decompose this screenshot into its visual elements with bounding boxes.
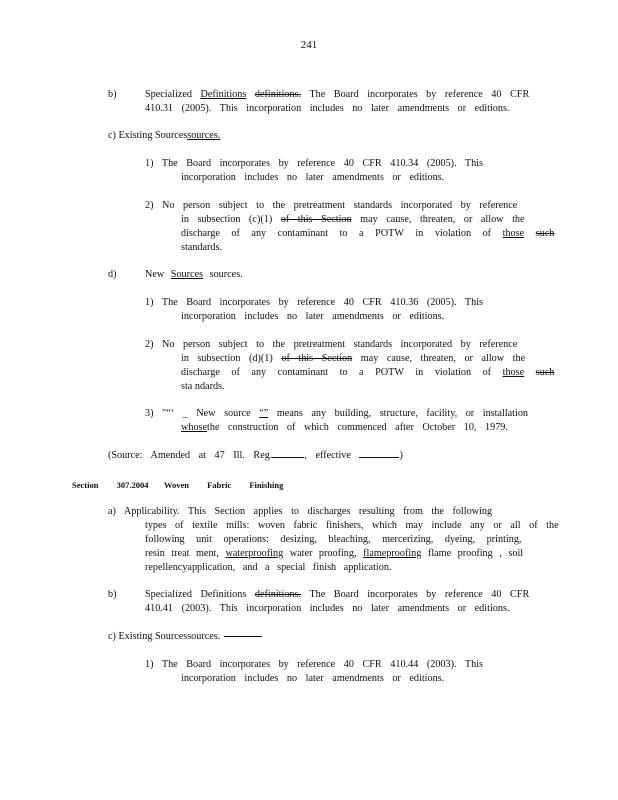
paragraph-d2-line-2 xyxy=(181,352,525,366)
text: The Board incorporates by reference 40 CFR xyxy=(309,589,530,600)
paragraph-c1-line-1: 1) The Board incorporates by reference 40 CFR 410.34 (2005). This xyxy=(145,158,484,169)
text: 3) "“‘ xyxy=(145,408,175,419)
text: ) xyxy=(399,450,403,461)
inserted-text: waterproofing xyxy=(225,548,284,559)
text: Specialized Definitions xyxy=(145,589,247,600)
deleted-text: definitions. xyxy=(254,89,302,100)
subsection-b2-line-2: 410.41 (2003). This incorporation includes no later amendments or editions. xyxy=(145,603,510,614)
text: resin treat ment, xyxy=(145,548,219,559)
section-title: Woven Fabric Finishing xyxy=(164,480,284,490)
text: the construction of which commenced after October 10, 1979. xyxy=(207,422,508,433)
inserted-text: sources. xyxy=(187,130,221,141)
deleted-text: such xyxy=(535,228,555,239)
paragraph-c1-line-2: incorporation includes no later amendments or editions. xyxy=(181,172,445,183)
subsection-d-label: d) xyxy=(108,269,117,280)
text: water proofing, xyxy=(289,548,357,559)
text: discharge of any contaminant to a POTW in violation of xyxy=(181,228,492,239)
text: discharge of any contaminant to a POTW in violation of xyxy=(181,367,492,378)
text: in subsection (c)(1) xyxy=(181,214,273,225)
text: c) Existing Sources xyxy=(108,130,188,141)
paragraph-d3-line-2 xyxy=(181,421,508,435)
text: New xyxy=(145,269,165,280)
inserted-text: flameproofing xyxy=(363,548,422,559)
paragraph-c2-line-1: 2) No person subject to the pretreatment standards incorporated by reference xyxy=(145,200,518,211)
paragraph-d2-line-4: sta ndards. xyxy=(181,381,225,392)
text: means any building, structure, facility, or installation xyxy=(276,408,529,419)
blank-line xyxy=(359,457,399,458)
paragraph-c2b-line-2: incorporation includes no later amendments or editions. xyxy=(181,673,445,684)
text: may cause, threaten, or allow the xyxy=(360,214,525,225)
inserted-text: Definitions xyxy=(200,89,247,100)
applicability-line-3: following unit operations: desizing, bleaching, mercerizing, dyeing, printing, xyxy=(145,534,522,545)
inserted-text: whose xyxy=(181,422,208,433)
subsection-b2-line-1 xyxy=(145,588,529,602)
subsection-b-line-1 xyxy=(145,88,529,102)
inserted-text: Sources xyxy=(170,269,204,280)
section-number: Section 307.2004 xyxy=(72,480,149,490)
subsection-b-line-2: 410.31 (2005). This incorporation includes no later amendments or editions. xyxy=(145,103,510,114)
subsection-b2-label: b) xyxy=(108,589,117,600)
paragraph-d1-line-2: incorporation includes no later amendments or editions. xyxy=(181,311,445,322)
deleted-text: definitions. xyxy=(254,589,302,600)
applicability-line-1: a) Applicability. This Section applies to discharges resulting from the following xyxy=(108,506,493,517)
text: c) Existing Sourcessources. xyxy=(108,631,221,642)
paragraph-d2-line-1: 2) No person subject to the pretreatment standards incorporated by reference xyxy=(145,339,518,350)
deleted-text: such xyxy=(535,367,555,378)
applicability-line-2: types of textile mills: woven fabric finishers, which may include any or all of the xyxy=(145,520,559,531)
subsection-b-label: b) xyxy=(108,89,117,100)
text: _ New source xyxy=(182,408,251,419)
text: The Board incorporates by reference 40 CFR xyxy=(309,89,530,100)
paragraph-c2-line-2 xyxy=(181,213,525,227)
text: in subsection (d)(1) xyxy=(181,353,273,364)
text: (Source: Amended at 47 Ill. Reg. xyxy=(108,450,273,461)
text: , effective xyxy=(304,450,351,461)
rule-line xyxy=(224,636,262,637)
paragraph-c2-line-4: standards. xyxy=(181,242,223,253)
blank-line xyxy=(272,457,304,458)
text: may cause, threaten, or allow the xyxy=(360,353,526,364)
inserted-text: those xyxy=(502,228,525,239)
text: Specialized xyxy=(145,89,192,100)
deleted-text: of this Section xyxy=(280,214,352,225)
paragraph-d1-line-1: 1) The Board incorporates by reference 40 CFR 410.36 (2005). This xyxy=(145,297,484,308)
paragraph-d2-line-3 xyxy=(181,366,554,380)
paragraph-d3-line-1 xyxy=(145,407,528,421)
inserted-text: those xyxy=(502,367,525,378)
deleted-text: of this Section xyxy=(281,353,353,364)
subsection-c-heading xyxy=(108,129,220,143)
inserted-text: “” xyxy=(259,408,269,419)
applicability-line-5: repellencyapplication, and a special finish application. xyxy=(145,562,392,573)
text: sources. xyxy=(209,269,243,280)
paragraph-c2b-line-1: 1) The Board incorporates by reference 40 CFR 410.44 (2003). This xyxy=(145,659,484,670)
subsection-c2-heading xyxy=(108,630,262,644)
source-note xyxy=(108,449,403,463)
paragraph-c2-line-3 xyxy=(181,227,554,241)
text: flame proofing , soil xyxy=(427,548,524,559)
subsection-d-heading xyxy=(145,268,243,282)
applicability-line-4 xyxy=(145,547,523,561)
page-number: 241 xyxy=(300,39,318,51)
